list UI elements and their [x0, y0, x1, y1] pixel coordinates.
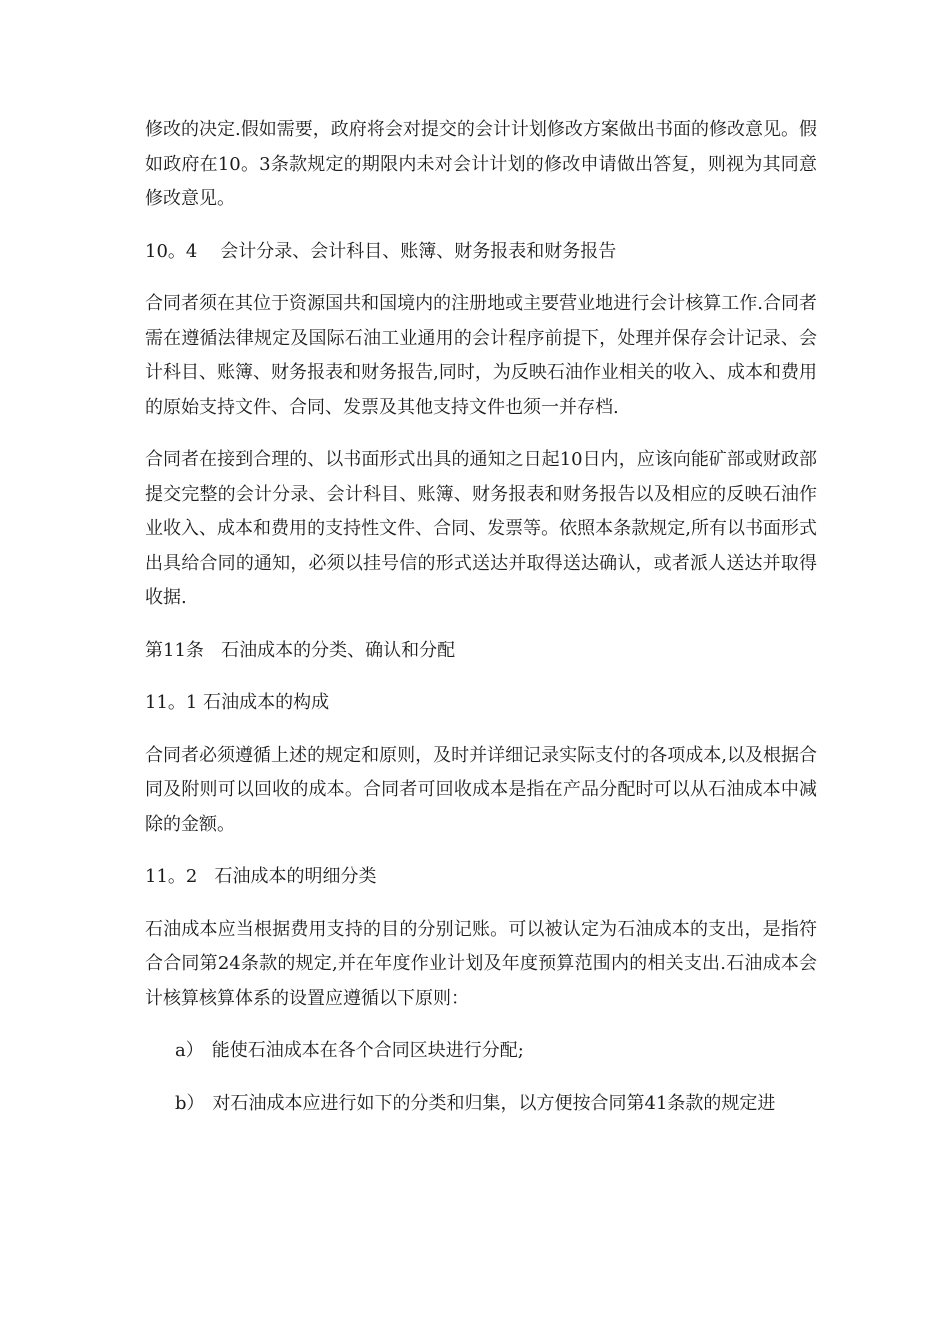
paragraph-10-4-submission: 合同者在接到合理的、以书面形式出具的通知之日起10日内，应该向能矿部或财政部提交完整的会计分录、会计科目、账簿、财务报表和财务报告以及相应的反映石油作业收入、成本和费用的支持性文件、合同、发票等。依照本条款规定,所有以书面形式出具给合同的通知，必须以挂号信的形式送达并取得送达确认，或者派人送达并取得收据. — [145, 449, 817, 608]
list-text-b: 对石油成本应进行如下的分类和归集，以方便按合同第41条款的规定进 — [212, 1092, 776, 1114]
paragraph-10-4-accounting-records: 合同者须在其位于资源国共和国境内的注册地或主要营业地进行会计核算工作.合同者需在遵循法律规定及国际石油工业通用的会计程序前提下，处理并保存会计记录、会计科目、账簿、财务报表和财务报告,同时，为反映石油作业相关的收入、成本和费用的原始支持文件、合同、发票及其他支持文件也须一并存档. — [145, 293, 817, 418]
list-marker-b: b） — [175, 1092, 205, 1114]
section-heading-10-4: 10。4 会计分录、会计科目、账簿、财务报表和财务报告 — [145, 240, 617, 262]
article-heading-11: 第11条 石油成本的分类、确认和分配 — [145, 639, 456, 661]
list-item-b — [145, 1087, 817, 1122]
paragraph-intro: 修改的决定.假如需要，政府将会对提交的会计计划修改方案做出书面的修改意见。假如政府在10。3条款规定的期限内未对会计计划的修改申请做出答复，则视为其同意修改意见。 — [145, 119, 817, 209]
list-text-a: 能使石油成本在各个合同区块进行分配; — [211, 1040, 524, 1061]
paragraph-11-1: 合同者必须遵循上述的规定和原则，及时并详细记录实际支付的各项成本,以及根据合同及附则可以回收的成本。合同者可回收成本是指在产品分配时可以从石油成本中减除的金额。 — [145, 744, 817, 835]
section-heading-11-1: 11。1 石油成本的构成 — [145, 692, 330, 713]
paragraph-11-2: 石油成本应当根据费用支持的目的分别记账。可以被认定为石油成本的支出，是指符合合同第24条款的规定,并在年度作业计划及年度预算范围内的相关支出.石油成本会计核算核算体系的设置应遵循以下原则： — [145, 918, 817, 1009]
list-marker-a: a） — [175, 1040, 204, 1061]
section-heading-11-2: 11。2 石油成本的明细分类 — [145, 866, 377, 887]
document-body — [145, 113, 817, 1121]
list-item-a — [145, 1034, 817, 1069]
